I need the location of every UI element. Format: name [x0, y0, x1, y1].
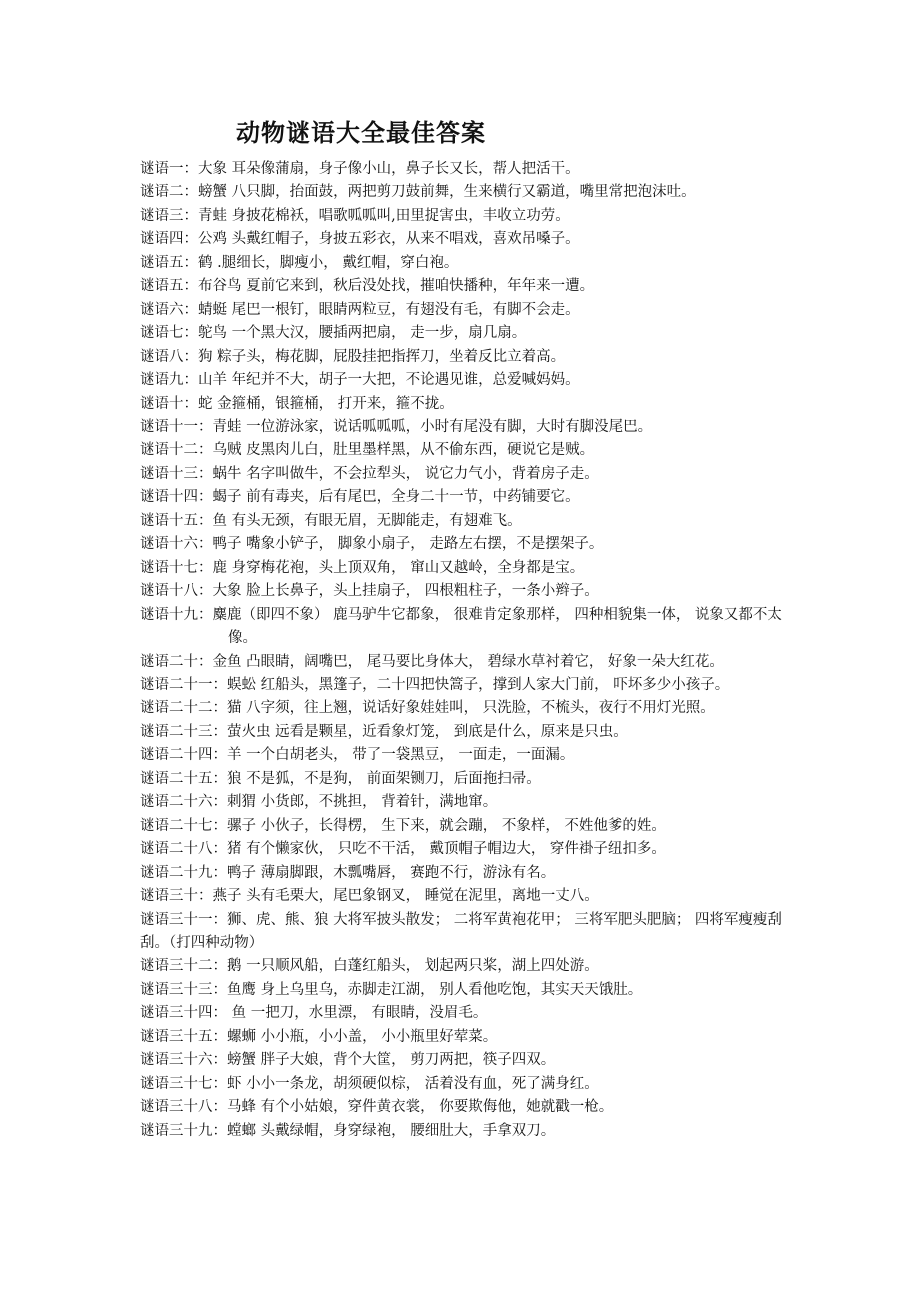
riddle-text: 猫 八字须，往上翘，说话好象娃娃叫， 只洗脸，不梳头，夜行不用灯光照。 — [227, 700, 715, 717]
riddle-text: 鱼鹰 身上乌里乌，赤脚走江湖， 别人看他吃饱，其实天天饿肚。 — [227, 981, 643, 998]
riddle-text: 麋鹿（即四不象） 鹿马驴牛它都象， 很难肯定象那样， 四种相貌集一体， 说象又都不太像。 — [212, 606, 782, 647]
riddle-label: 谜语三十三： — [140, 981, 227, 998]
riddle-text: 布谷鸟 夏前它来到，秋后没处找，摧咱快播种，年年来一遭。 — [198, 278, 595, 295]
riddle-text: 大象 脸上长鼻子，头上挂扇子， 四根粗柱子，一条小辫子。 — [212, 583, 599, 600]
riddle-label: 谜语十九： — [140, 606, 213, 623]
riddle-text: 猪 有个懒家伙， 只吃不干活， 戴顶帽子帽边大， 穿件褂子纽扣多。 — [227, 841, 666, 858]
riddle-label: 谜语二十二： — [140, 700, 227, 717]
riddle-item — [140, 463, 800, 486]
riddle-text: 狗 粽子头，梅花脚，屁股挂把指挥刀，坐着反比立着高。 — [198, 348, 566, 365]
riddle-item — [140, 369, 800, 392]
riddle-item — [140, 862, 800, 885]
riddle-label: 谜语五： — [140, 254, 198, 271]
riddle-label: 谜语三十九： — [140, 1122, 227, 1139]
riddle-label: 谜语三十五： — [140, 1028, 227, 1045]
riddle-label: 谜语一： — [140, 161, 198, 177]
riddle-text: 鹅 一只顺风船，白蓬红船头， 划起两只桨，湖上四处游。 — [227, 958, 599, 975]
riddle-text: 鹤 .腿细长，脚瘦小， 戴红帽，穿白袍。 — [198, 254, 459, 271]
riddle-item — [140, 1096, 800, 1119]
riddle-item — [140, 768, 800, 791]
riddle-label: 谜语七： — [140, 325, 198, 342]
riddle-item — [140, 1049, 800, 1072]
riddle-text: 青蛙 一位游泳家，说话呱呱呱，小时有尾没有脚，大时有脚没尾巴。 — [212, 418, 653, 435]
riddle-text: 刺猬 小货郎，不挑担， 背着针，满地窜。 — [227, 794, 498, 811]
riddle-item — [140, 252, 800, 275]
riddle-label: 谜语二十六： — [140, 794, 227, 811]
riddle-label: 谜语三十八： — [140, 1099, 227, 1116]
riddle-text: 螃蟹 胖子大娘，背个大筐， 剪刀两把，筷子四双。 — [227, 1052, 556, 1069]
riddle-text: 大象 耳朵像蒲扇，身子像小山，鼻子长又长，帮人把活干。 — [198, 161, 580, 177]
riddle-item — [140, 1002, 800, 1025]
riddle-label: 谜语二十三： — [140, 723, 227, 740]
riddle-item — [140, 885, 800, 908]
riddle-label: 谜语十二： — [140, 442, 213, 459]
riddle-item — [140, 439, 800, 462]
riddle-item — [140, 299, 800, 322]
riddle-label: 谜语三十二： — [140, 958, 227, 975]
riddle-label: 谜语十八： — [140, 583, 213, 600]
riddle-item — [140, 557, 800, 580]
riddle-item — [140, 791, 800, 814]
riddle-label: 谜语三： — [140, 207, 198, 224]
riddle-text: 虾 小小一条龙，胡须硬似棕， 活着没有血，死了满身红。 — [227, 1075, 599, 1092]
riddle-label: 谜语三十七： — [140, 1075, 227, 1092]
riddle-text: 鱼 一把刀，水里漂， 有眼睛，没眉毛。 — [227, 1005, 488, 1022]
riddle-item — [140, 416, 800, 439]
riddle-text: 螃蟹 八只脚，抬面鼓，两把剪刀鼓前舞，生来横行又霸道，嘴里常把泡沫吐。 — [198, 184, 696, 201]
riddle-item — [140, 604, 800, 651]
riddle-label: 谜语十四： — [140, 489, 213, 506]
riddle-text: 羊 一个白胡老头， 带了一袋黑豆， 一面走，一面漏。 — [227, 747, 575, 764]
riddle-label: 谜语二十九： — [140, 864, 227, 881]
riddle-text: 乌贼 皮黑肉儿白，肚里墨样黑，从不偷东西，硬说它是贼。 — [212, 442, 595, 459]
riddle-text: 公鸡 头戴红帽子，身披五彩衣，从来不唱戏，喜欢吊嗓子。 — [198, 231, 580, 248]
riddle-item — [140, 181, 800, 204]
riddle-label: 谜语二十一： — [140, 676, 227, 693]
riddle-item — [140, 1073, 800, 1096]
riddle-item — [140, 486, 800, 509]
riddle-label: 谜语九： — [140, 372, 198, 389]
riddle-item — [140, 909, 800, 956]
riddle-item — [140, 815, 800, 838]
riddle-label: 谜语八： — [140, 348, 198, 365]
riddle-item — [140, 228, 800, 251]
riddle-text: 螺蛳 小小瓶，小小盖， 小小瓶里好荤菜。 — [227, 1028, 498, 1045]
riddle-item — [140, 275, 800, 298]
riddle-item — [140, 955, 800, 978]
riddle-label: 谜语二十五： — [140, 770, 227, 787]
riddle-label: 谜语二十七： — [140, 817, 227, 834]
riddle-label: 谜语三十六： — [140, 1052, 227, 1069]
riddle-label: 谜语二： — [140, 184, 198, 201]
riddle-text: 蜈蚣 红船头，黑篷子，二十四把快篙子，撑到人家大门前， 吓坏多少小孩子。 — [227, 676, 730, 693]
riddle-label: 谜语十五： — [140, 512, 213, 529]
riddle-item — [140, 721, 800, 744]
riddle-text: 萤火虫 远看是颗星，近看象灯笼， 到底是什么，原来是只虫。 — [227, 723, 628, 740]
riddle-item — [140, 205, 800, 228]
riddle-label: 谜语十一： — [140, 418, 213, 435]
riddle-text: 青蛙 身披花棉袄，唱歌呱呱叫,田里捉害虫，丰收立功劳。 — [198, 207, 570, 224]
riddle-label: 谜语六： — [140, 301, 198, 318]
riddle-label: 谜语三十四： — [140, 1005, 227, 1022]
riddle-label: 谜语三十一： — [140, 911, 227, 928]
riddle-text: 狼 不是狐，不是狗， 前面架铡刀，后面拖扫帚。 — [227, 770, 541, 787]
riddle-item — [140, 1026, 800, 1049]
riddle-text: 燕子 头有毛栗大，尾巴象钢叉， 睡觉在泥里，离地一丈八。 — [212, 888, 599, 905]
riddle-text: 骡子 小伙子，长得楞， 生下来，就会蹦， 不象样， 不姓他爹的姓。 — [227, 817, 666, 834]
riddle-label: 谜语十七： — [140, 559, 213, 576]
riddle-item — [140, 744, 800, 767]
riddle-text: 山羊 年纪并不大，胡子一大把，不论遇见谁，总爱喊妈妈。 — [198, 372, 580, 389]
riddle-item — [140, 580, 800, 603]
riddle-text: 狮、虎、熊、狼 大将军披头散发； 二将军黄袍花甲； 三将军肥头肥脑； 四将军瘦瘦刮刮。（打四种动物） — [140, 911, 782, 951]
riddle-label: 谜语十六： — [140, 536, 213, 553]
riddle-label: 谜语十三： — [140, 465, 213, 482]
riddle-text: 鸭子 嘴象小铲子， 脚象小扇子， 走路左右摆，不是摆架子。 — [212, 536, 604, 553]
riddle-label: 谜语四： — [140, 231, 198, 248]
riddle-label: 谜语三十： — [140, 888, 213, 905]
riddle-label: 谜语二十： — [140, 653, 213, 670]
riddle-item — [140, 510, 800, 533]
riddle-text: 螳螂 头戴绿帽，身穿绿袍， 腰细肚大，手拿双刀。 — [227, 1122, 556, 1139]
riddle-list — [140, 158, 800, 1143]
riddle-item — [140, 158, 800, 181]
riddle-item — [140, 1120, 800, 1143]
riddle-text: 蜗牛 名字叫做牛，不会拉犁头， 说它力气小，背着房子走。 — [212, 465, 599, 482]
riddle-text: 蛇 金箍桶，银箍桶， 打开来，箍不拢。 — [198, 395, 454, 412]
riddle-text: 蝎子 前有毒夹，后有尾巴，全身二十一节，中药铺要它。 — [212, 489, 580, 506]
riddle-item — [140, 838, 800, 861]
riddle-item — [140, 697, 800, 720]
riddle-item — [140, 393, 800, 416]
riddle-label: 谜语二十四： — [140, 747, 227, 764]
riddle-text: 鸭子 薄扇脚跟，木瓢嘴唇， 赛跑不行，游泳有名。 — [227, 864, 556, 881]
riddle-text: 马蜂 有个小姑娘，穿件黄衣裳， 你要欺侮他，她就戳一枪。 — [227, 1099, 614, 1116]
riddle-text: 鹿 身穿梅花袍，头上顶双角， 窜山又越岭，全身都是宝。 — [212, 559, 585, 576]
riddle-text: 金鱼 凸眼睛，阔嘴巴， 尾马要比身体大， 碧绿水草衬着它， 好象一朵大红花。 — [212, 653, 724, 670]
document-title: 动物谜语大全最佳答案 — [236, 118, 486, 147]
riddle-item — [140, 533, 800, 556]
riddle-label: 谜语五： — [140, 278, 198, 295]
riddle-item — [140, 674, 800, 697]
riddle-item — [140, 346, 800, 369]
riddle-item — [140, 322, 800, 345]
riddle-text: 鱼 有头无颈，有眼无眉，无脚能走，有翅难飞。 — [212, 512, 522, 529]
riddle-item — [140, 979, 800, 1002]
riddle-text: 蜻蜓 尾巴一根钉，眼睛两粒豆，有翅没有毛，有脚不会走。 — [198, 301, 580, 318]
riddle-label: 谜语十： — [140, 395, 198, 412]
riddle-item — [140, 651, 800, 674]
riddle-text: 鸵鸟 一个黑大汉，腰插两把扇， 走一步，扇几扇。 — [198, 325, 527, 342]
riddle-label: 谜语二十八： — [140, 841, 227, 858]
